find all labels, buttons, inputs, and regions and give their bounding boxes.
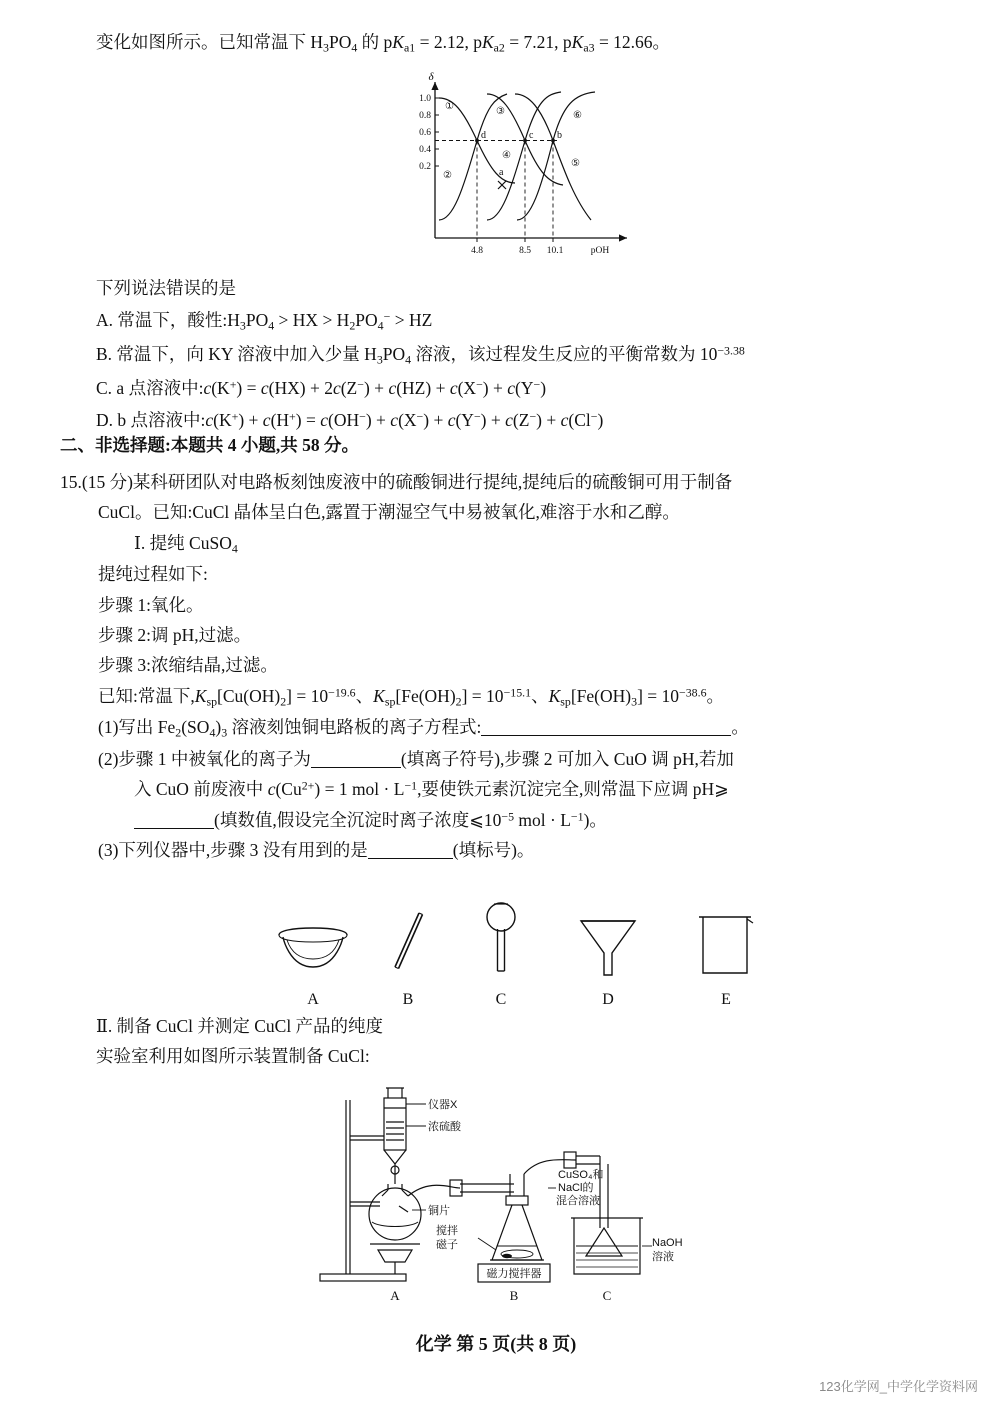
apparatus-a <box>275 895 351 1008</box>
answer-blank-2a[interactable] <box>311 750 401 768</box>
question-14-block <box>96 272 926 436</box>
part2-title: Ⅱ. 制备 CuCl 并测定 CuCl 产品的纯度 <box>96 1016 384 1036</box>
svg-text:1.0: 1.0 <box>419 94 431 104</box>
evaporating-dish-icon <box>275 895 351 987</box>
funnel-icon <box>575 895 641 987</box>
apparatus-row <box>255 895 815 1008</box>
section-heading: 二、非选择题:本题共 4 小题,共 58 分。 <box>60 435 359 455</box>
page-footer: 化学 第 5 页(共 8 页) <box>415 1334 577 1354</box>
setup-svg <box>300 1078 720 1318</box>
svg-text:0.6: 0.6 <box>419 128 431 138</box>
setup-label-a: A <box>390 1288 400 1303</box>
q15-score: (15 分) <box>81 472 133 492</box>
apparatus-a-label: A <box>307 991 319 1008</box>
q15-step-3: 步骤 3:浓缩结晶,过滤。 <box>98 655 278 676</box>
svg-text:4.8: 4.8 <box>471 246 483 256</box>
q15-number: 15. <box>60 472 82 492</box>
svg-text:b: b <box>557 130 562 141</box>
q15-stem-line1 <box>60 468 940 496</box>
question-15-block <box>60 466 940 866</box>
svg-text:10.1: 10.1 <box>546 246 564 256</box>
watermark: 123化学网_中学化学资料网 <box>819 1379 978 1394</box>
svg-text:c: c <box>529 130 534 141</box>
apparatus-b-label: B <box>402 991 414 1008</box>
answer-blank-2b[interactable] <box>134 811 214 829</box>
q15-process-intro: 提纯过程如下: <box>98 564 208 585</box>
q15-step-2: 步骤 2:调 pH,过滤。 <box>98 624 252 645</box>
option-b: B. 常温下，向 KY 溶液中加入少量 $H_3PO_4$ 溶液，该过程发生反应的平衡常数为 $10^{-3.38}$ <box>96 343 745 367</box>
svg-text:a: a <box>499 167 504 178</box>
part2-line: 实验室利用如图所示装置制备 CuCl: <box>96 1046 370 1067</box>
svg-text:⑥: ⑥ <box>573 110 582 121</box>
option-d: D. b 点溶液中:c(K+) + c(H+) = c(OH−) + c(X−) + c(Y−) + c(Z−) + c(Cl−) <box>96 409 604 430</box>
chart-intro-line: 变化如图所示。已知常温下 $H_3PO_4$ 的 $pK_{a1} = 2.12$, $pK_{a2} = 7.21$, $pK_{a3} = 12.66$。 <box>96 32 671 55</box>
svg-text:δ: δ <box>428 71 434 83</box>
q15-sub-2-line1: (2)步骤 1 中被氧化的离子为 (填离子符号),步骤 2 可加入 CuO 调 pH,若加 <box>98 748 734 769</box>
q15-step-1: 步骤 1:氧化。 <box>98 594 204 615</box>
glass-rod-icon <box>385 895 431 987</box>
apparatus-e-label: E <box>721 991 731 1008</box>
option-a: A. 常温下，酸性$:H_3PO_4$ > HX > $H_2PO_4^-$ > HZ <box>96 309 433 333</box>
q15-sub-1: (1)写出 $Fe_2(SO_4)_3$ 溶液刻蚀铜电路板的离子方程式: 。 <box>98 717 749 740</box>
svg-text:0.8: 0.8 <box>419 111 431 121</box>
label-mix-1: CuSO₄和 <box>558 1169 604 1181</box>
svg-text:③: ③ <box>496 106 505 117</box>
label-stir-line1: 搅拌 <box>436 1225 458 1237</box>
label-magnetic-stirrer: 磁力搅拌器 <box>486 1268 542 1280</box>
q15-known-ksp: 已知:常温下$,K_{sp}[Cu(OH)_2] = 10^{-19.6}$、$K_{sp}[Fe(OH)_2] = 10^{-15.1}$、$K_{sp}[Fe(OH)_3] = 10^{-38.6}$。 <box>98 684 725 708</box>
q15-stem-text: 某科研团队对电路板刻蚀废液中的硫酸铜进行提纯,提纯后的硫酸铜可用于制备 <box>132 472 733 492</box>
setup-label-b: B <box>509 1288 519 1303</box>
apparatus-d-label: D <box>602 991 614 1008</box>
question-prompt: 下列说法错误的是 <box>96 278 236 298</box>
label-stir-line2: 磁子 <box>436 1239 458 1251</box>
svg-text:①: ① <box>445 101 454 112</box>
svg-text:d: d <box>481 130 486 141</box>
svg-text:②: ② <box>443 170 452 181</box>
beaker-icon <box>695 895 757 987</box>
apparatus-e <box>695 895 757 1008</box>
option-c: C. a 点溶液中:c(K+) = c(HX) + 2c(Z−) + c(HZ) + c(X−) + c(Y−) <box>96 376 547 398</box>
label-naoh-2: 溶液 <box>652 1251 674 1263</box>
experiment-setup-diagram <box>300 1078 720 1318</box>
q15-sub-3: (3)下列仪器中,步骤 3 没有用到的是 (填标号)。 <box>98 839 535 860</box>
q15-sub-2-line3: (填数值,假设完全沉淀时离子浓度$⩽10^{-5}$ mol · $L^{-1}$)。 <box>134 806 940 834</box>
q15-part1-title: Ⅰ. 提纯 CuSO$_4$ <box>134 532 238 556</box>
label-instrument-x: 仪器X <box>428 1099 458 1111</box>
svg-text:0.4: 0.4 <box>419 145 431 155</box>
svg-text:⑤: ⑤ <box>571 158 580 169</box>
apparatus-b <box>385 895 431 1008</box>
apparatus-d <box>575 895 641 1008</box>
round-bottom-flask-icon <box>473 895 529 987</box>
label-mix-2: NaCl的 <box>558 1182 594 1194</box>
label-mix-3: 混合溶液 <box>556 1195 600 1207</box>
answer-blank-3[interactable] <box>368 841 453 859</box>
label-copper-sheet: 铜片 <box>428 1205 450 1217</box>
label-concentrated-sulfuric: 浓硫酸 <box>428 1121 461 1133</box>
label-naoh-1: NaOH <box>652 1237 683 1249</box>
distribution-chart <box>395 70 645 260</box>
chart-svg <box>395 70 645 260</box>
apparatus-c <box>473 895 529 1008</box>
setup-label-c: C <box>602 1288 612 1303</box>
part-2-block <box>96 1010 926 1073</box>
svg-text:8.5: 8.5 <box>519 246 531 256</box>
svg-text:pOH: pOH <box>590 246 610 256</box>
svg-text:④: ④ <box>502 150 511 161</box>
svg-text:0.2: 0.2 <box>419 162 431 172</box>
answer-blank-1[interactable] <box>481 719 731 737</box>
q15-sub-2-line2: 入 CuO 前废液中 $c(Cu^{2+}) = 1$ mol · $L^{-1}$,要使铁元素沉淀完全,则常温下应调 pH⩾ <box>134 778 729 800</box>
apparatus-c-label: C <box>495 991 507 1008</box>
q15-stem-line2: CuCl。已知:CuCl 晶体呈白色,露置于潮湿空气中易被氧化,难溶于水和乙醇。 <box>98 502 680 523</box>
